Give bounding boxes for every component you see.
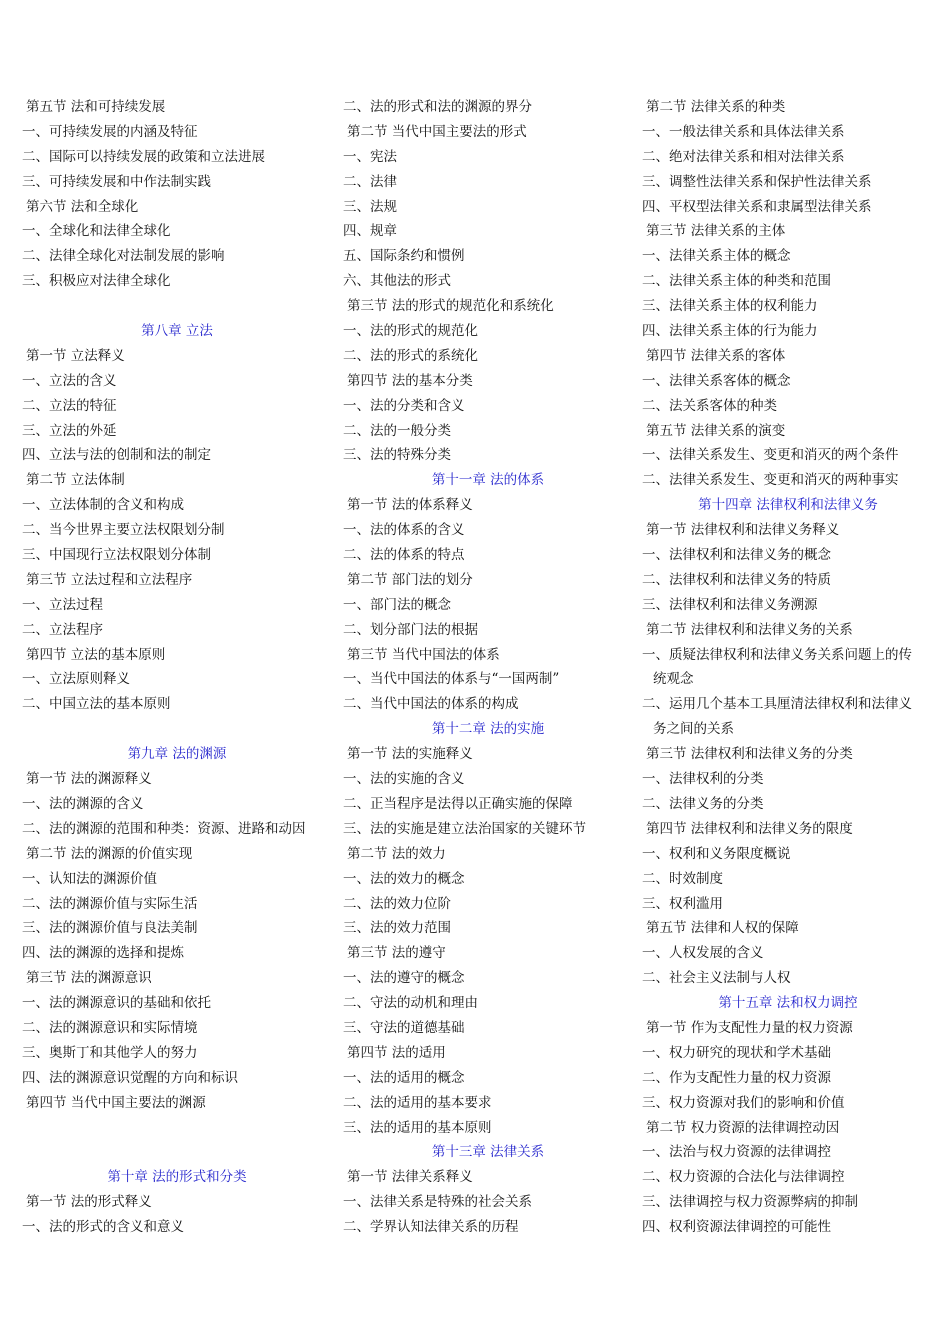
toc-item: 一、法的适用的概念 — [343, 1069, 465, 1086]
toc-item: 一、法的体系的含义 — [343, 522, 465, 539]
toc-section-heading: 第一节 法律关系释义 — [347, 1169, 473, 1186]
toc-item: 三、法的渊源价值与良法美制 — [22, 920, 198, 937]
toc-item: 一、部门法的概念 — [343, 596, 451, 613]
toc-section-heading: 第五节 法和可持续发展 — [26, 99, 166, 115]
toc-item: 一、法律关系主体的概念 — [642, 248, 791, 265]
toc-chapter-heading: 第十四章 法律权利和法律义务 — [698, 497, 878, 514]
toc-section-heading: 第一节 作为支配性力量的权力资源 — [646, 1019, 853, 1036]
toc-item: 一、认知法的渊源价值 — [22, 870, 157, 887]
toc-section-heading: 第三节 立法过程和立法程序 — [26, 571, 193, 588]
toc-item: 一、人权发展的含义 — [642, 945, 764, 962]
toc-item: 二、法的形式的系统化 — [343, 347, 478, 364]
toc-chapter-heading: 第十章 法的形式和分类 — [107, 1169, 247, 1186]
toc-section-heading: 第四节 立法的基本原则 — [26, 646, 166, 663]
toc-section-heading: 第三节 法律权利和法律义务的分类 — [646, 746, 853, 763]
toc-item: 二、正当程序是法得以正确实施的保障 — [343, 795, 573, 812]
toc-item: 二、法的一般分类 — [343, 422, 451, 439]
toc-blank-line — [22, 294, 332, 319]
toc-item: 一、一般法律关系和具体法律关系 — [642, 123, 845, 140]
toc-item: 一、法的遵守的概念 — [343, 970, 465, 987]
toc-section-heading: 第三节 当代中国法的体系 — [347, 646, 500, 663]
toc-item: 三、可持续发展和中作法制实践 — [22, 173, 211, 190]
toc-section-heading: 第三节 法的渊源意识 — [26, 970, 152, 987]
toc-item: 二、社会主义法制与人权 — [642, 970, 791, 987]
toc-item: 三、立法的外延 — [22, 422, 117, 439]
toc-item: 一、法的分类和含义 — [343, 397, 465, 414]
toc-item: 四、法律关系主体的行为能力 — [642, 323, 818, 340]
toc-section-heading: 第四节 法律关系的客体 — [646, 347, 786, 364]
toc-item: 二、法律义务的分类 — [642, 795, 764, 812]
toc-item: 一、当代中国法的体系与“一国两制” — [343, 671, 560, 688]
toc-item: 一、法的形式的含义和意义 — [22, 1219, 184, 1236]
toc-item: 二、法关系客体的种类 — [642, 397, 777, 414]
toc-section-heading: 第五节 法律关系的演变 — [646, 422, 786, 439]
toc-section-heading: 第二节 立法体制 — [26, 472, 125, 489]
toc-item: 二、学界认知法律关系的历程 — [343, 1219, 519, 1236]
toc-blank-line — [22, 717, 332, 742]
toc-column-1 — [22, 95, 332, 1240]
toc-item: 一、可持续发展的内涵及特征 — [22, 123, 198, 140]
toc-section-heading: 第三节 法的遵守 — [347, 945, 446, 962]
toc-column-3 — [642, 95, 934, 1240]
toc-section-heading: 第一节 法的体系释义 — [347, 497, 473, 514]
toc-item: 二、划分部门法的根据 — [343, 621, 478, 638]
toc-item: 一、立法过程 — [22, 596, 103, 613]
toc-item: 六、其他法的形式 — [343, 273, 451, 290]
toc-section-heading: 第五节 法律和人权的保障 — [646, 920, 799, 937]
toc-item: 二、当代中国法的体系的构成 — [343, 696, 519, 713]
toc-item: 一、法的形式的规范化 — [343, 323, 478, 340]
toc-item: 二、立法程序 — [22, 621, 103, 638]
toc-section-heading: 第四节 法的适用 — [347, 1044, 446, 1061]
toc-item: 一、法的效力的概念 — [343, 870, 465, 887]
toc-item: 三、法的实施是建立法治国家的关键环节 — [343, 820, 586, 837]
toc-item: 三、中国现行立法权限划分体制 — [22, 547, 211, 564]
toc-item: 三、守法的道德基础 — [343, 1019, 465, 1036]
toc-section-heading: 第二节 法律关系的种类 — [646, 99, 786, 115]
toc-chapter-heading: 第十三章 法律关系 — [431, 1144, 545, 1161]
toc-item: 二、时效制度 — [642, 870, 723, 887]
toc-column-2 — [343, 95, 633, 1240]
toc-section-heading: 第三节 法的形式的规范化和系统化 — [347, 298, 554, 315]
toc-section-heading: 第二节 法的效力 — [347, 845, 446, 862]
toc-item: 二、守法的动机和理由 — [343, 995, 478, 1012]
toc-item: 一、法的渊源意识的基础和依托 — [22, 995, 211, 1012]
toc-chapter-heading: 第十一章 法的体系 — [431, 472, 545, 489]
toc-item: 一、立法原则释义 — [22, 671, 130, 688]
toc-item: 四、立法与法的创制和法的制定 — [22, 447, 211, 464]
toc-item: 一、质疑法律权利和法律义务关系问题上的传 — [642, 646, 912, 663]
toc-item: 二、国际可以持续发展的政策和立法进展 — [22, 148, 265, 165]
toc-item: 四、平权型法律关系和隶属型法律关系 — [642, 198, 872, 215]
toc-chapter-heading: 第九章 法的渊源 — [127, 746, 227, 763]
toc-item: 二、法律 — [343, 173, 397, 190]
toc-item: 二、法的形式和法的渊源的界分 — [343, 99, 532, 115]
toc-item: 三、权力资源对我们的影响和价值 — [642, 1094, 845, 1111]
toc-section-heading: 第三节 法律关系的主体 — [646, 223, 786, 240]
toc-item: 一、宪法 — [343, 148, 397, 165]
toc-section-heading: 第四节 当代中国主要法的渊源 — [26, 1094, 206, 1111]
toc-item: 二、法的渊源的范围和种类：资源、进路和动因 — [22, 820, 306, 837]
toc-item: 二、法的适用的基本要求 — [343, 1094, 492, 1111]
toc-item-continuation: 务之间的关系 — [653, 721, 734, 738]
toc-item: 一、法律关系客体的概念 — [642, 372, 791, 389]
toc-section-heading: 第一节 法的实施释义 — [347, 746, 473, 763]
toc-chapter-heading: 第十五章 法和权力调控 — [718, 995, 858, 1012]
toc-item: 三、调整性法律关系和保护性法律关系 — [642, 173, 872, 190]
toc-item: 二、法的渊源价值与实际生活 — [22, 895, 198, 912]
toc-section-heading: 第一节 法的渊源释义 — [26, 771, 152, 788]
toc-item: 四、法的渊源的选择和提炼 — [22, 945, 184, 962]
toc-item: 二、法的体系的特点 — [343, 547, 465, 564]
toc-section-heading: 第六节 法和全球化 — [26, 198, 139, 215]
toc-item: 三、积极应对法律全球化 — [22, 273, 171, 290]
toc-section-heading: 第四节 法的基本分类 — [347, 372, 473, 389]
toc-item: 四、规章 — [343, 223, 397, 240]
toc-item: 一、法律权利的分类 — [642, 771, 764, 788]
toc-item: 二、法律关系发生、变更和消灭的两种事实 — [642, 472, 899, 489]
toc-section-heading: 第一节 法律权利和法律义务释义 — [646, 522, 840, 539]
toc-chapter-heading: 第十二章 法的实施 — [431, 721, 545, 738]
toc-item: 一、全球化和法律全球化 — [22, 223, 171, 240]
toc-item: 四、法的渊源意识觉醒的方向和标识 — [22, 1069, 238, 1086]
toc-item: 三、法规 — [343, 198, 397, 215]
toc-item: 五、国际条约和惯例 — [343, 248, 465, 265]
toc-item: 三、权利滥用 — [642, 895, 723, 912]
toc-item: 一、法律权利和法律义务的概念 — [642, 547, 831, 564]
toc-item: 一、权利和义务限度概说 — [642, 845, 791, 862]
toc-section-heading: 第二节 部门法的划分 — [347, 571, 473, 588]
toc-item: 四、权利资源法律调控的可能性 — [642, 1219, 831, 1236]
toc-item: 二、中国立法的基本原则 — [22, 696, 171, 713]
toc-item-continuation: 统观念 — [653, 671, 694, 688]
toc-section-heading: 第二节 法的渊源的价值实现 — [26, 845, 193, 862]
toc-section-heading: 第一节 法的形式释义 — [26, 1194, 152, 1211]
toc-item: 三、法的效力范围 — [343, 920, 451, 937]
toc-blank-line — [22, 1140, 332, 1165]
toc-item: 一、法的渊源的含义 — [22, 795, 144, 812]
toc-item: 一、法治与权力资源的法律调控 — [642, 1144, 831, 1161]
toc-item: 二、法律关系主体的种类和范围 — [642, 273, 831, 290]
toc-section-heading: 第二节 当代中国主要法的形式 — [347, 123, 527, 140]
toc-item: 三、法的适用的基本原则 — [343, 1119, 492, 1136]
toc-section-heading: 第一节 立法释义 — [26, 347, 125, 364]
toc-item: 三、法律权利和法律义务溯源 — [642, 596, 818, 613]
toc-item: 一、法律关系发生、变更和消灭的两个条件 — [642, 447, 899, 464]
toc-section-heading: 第四节 法律权利和法律义务的限度 — [646, 820, 853, 837]
toc-item: 二、运用几个基本工具厘清法律权利和法律义 — [642, 696, 912, 713]
toc-item: 一、立法体制的含义和构成 — [22, 497, 184, 514]
toc-chapter-heading: 第八章 立法 — [141, 323, 213, 340]
toc-item: 三、奥斯丁和其他学人的努力 — [22, 1044, 198, 1061]
toc-section-heading: 第二节 法律权利和法律义务的关系 — [646, 621, 853, 638]
toc-item: 二、法的渊源意识和实际情境 — [22, 1019, 198, 1036]
toc-blank-line — [22, 1116, 332, 1141]
toc-item: 三、法律调控与权力资源弊病的抑制 — [642, 1194, 858, 1211]
toc-item: 二、立法的特征 — [22, 397, 117, 414]
toc-item: 三、法律关系主体的权利能力 — [642, 298, 818, 315]
toc-item: 二、作为支配性力量的权力资源 — [642, 1069, 831, 1086]
toc-item: 一、法的实施的含义 — [343, 771, 465, 788]
toc-item: 二、法的效力位阶 — [343, 895, 451, 912]
toc-item: 二、权力资源的合法化与法律调控 — [642, 1169, 845, 1186]
toc-item: 一、法律关系是特殊的社会关系 — [343, 1194, 532, 1211]
toc-item: 二、法律全球化对法制发展的影响 — [22, 248, 225, 265]
toc-item: 二、当今世界主要立法权限划分制 — [22, 522, 225, 539]
toc-item: 一、权力研究的现状和学术基础 — [642, 1044, 831, 1061]
toc-item: 一、立法的含义 — [22, 372, 117, 389]
toc-item: 三、法的特殊分类 — [343, 447, 451, 464]
toc-item: 二、法律权利和法律义务的特质 — [642, 571, 831, 588]
toc-section-heading: 第二节 权力资源的法律调控动因 — [646, 1119, 840, 1136]
toc-item: 二、绝对法律关系和相对法律关系 — [642, 148, 845, 165]
